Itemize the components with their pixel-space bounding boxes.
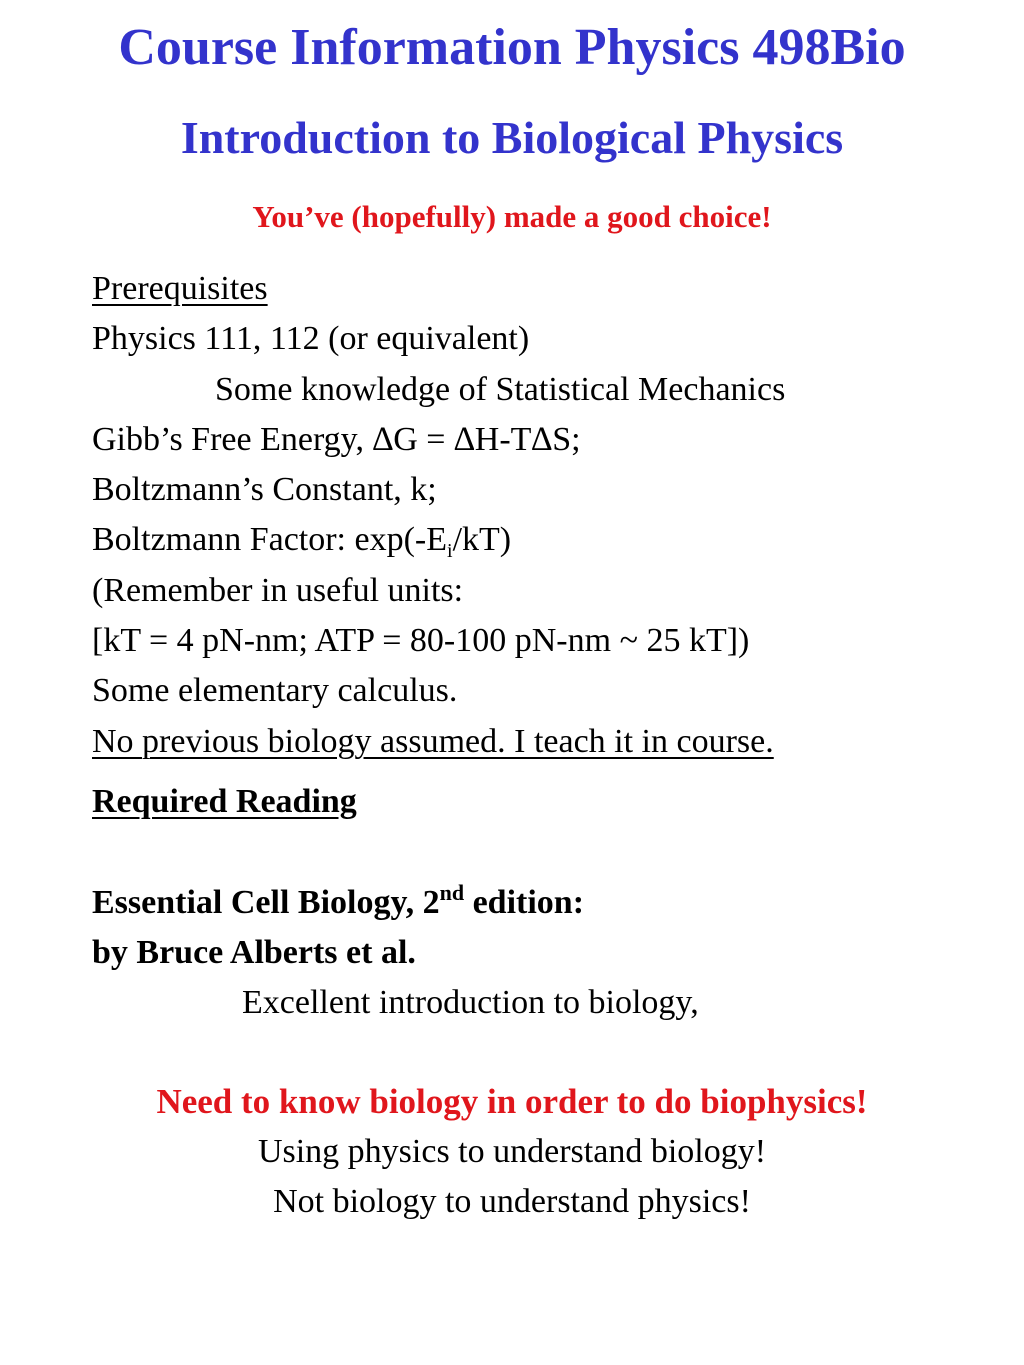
reading-note: Excellent introduction to biology,	[242, 984, 699, 1022]
reading-heading	[92, 777, 992, 827]
reading-author: by Bruce Alberts et al.	[92, 933, 416, 971]
biology-note-text: No previous biology assumed. I teach it in course.	[92, 722, 774, 760]
closing-line-1: Using physics to understand biology!	[257, 1133, 767, 1170]
section-gap	[92, 767, 992, 777]
prerequisite-boltzmann-constant: Boltzmann’s Constant, k;	[92, 471, 437, 509]
prerequisite-courses: Physics 111, 112 (or equivalent)	[92, 320, 530, 358]
boltzmann-factor-pre: Boltzmann Factor: exp(-E	[92, 521, 448, 559]
prerequisite-stat-mech: Some knowledge of Statistical Mechanics	[215, 370, 786, 408]
closing-emphasis: Need to know biology in order to do biophysics!	[156, 1082, 868, 1121]
prerequisites-heading-text: Prerequisites	[92, 270, 268, 307]
prerequisite-boltzmann-factor	[92, 515, 992, 565]
slide-subtitle: Introduction to Biological Physics	[180, 112, 844, 163]
closing-line-2: Not biology to understand physics!	[273, 1183, 751, 1220]
reading-book	[92, 878, 992, 928]
course-details	[92, 264, 992, 1028]
book-title-post: edition:	[464, 883, 585, 921]
reading-heading-text: Required Reading	[92, 782, 357, 820]
prerequisite-biology-note	[92, 717, 992, 767]
closing-statement	[0, 1077, 1024, 1227]
boltzmann-factor-post: /kT)	[452, 521, 512, 559]
prerequisite-calculus: Some elementary calculus.	[92, 672, 458, 710]
slide-title: Course Information Physics 498Bio	[118, 19, 906, 76]
prerequisites-heading	[92, 264, 992, 314]
prerequisite-gibbs: Gibb’s Free Energy, ∆G = ∆H-T∆S;	[92, 420, 581, 458]
blank-line	[92, 827, 992, 877]
prerequisite-units-intro: (Remember in useful units:	[92, 571, 464, 609]
boltzmann-factor-subscript: i	[447, 540, 453, 563]
book-title-pre: Essential Cell Biology, 2	[92, 883, 440, 921]
slide-tagline: You’ve (hopefully) made a good choice!	[252, 199, 772, 234]
prerequisite-units: [kT = 4 pN-nm; ATP = 80-100 pN-nm ~ 25 kT])	[92, 622, 750, 660]
book-edition-superscript: nd	[439, 879, 465, 905]
